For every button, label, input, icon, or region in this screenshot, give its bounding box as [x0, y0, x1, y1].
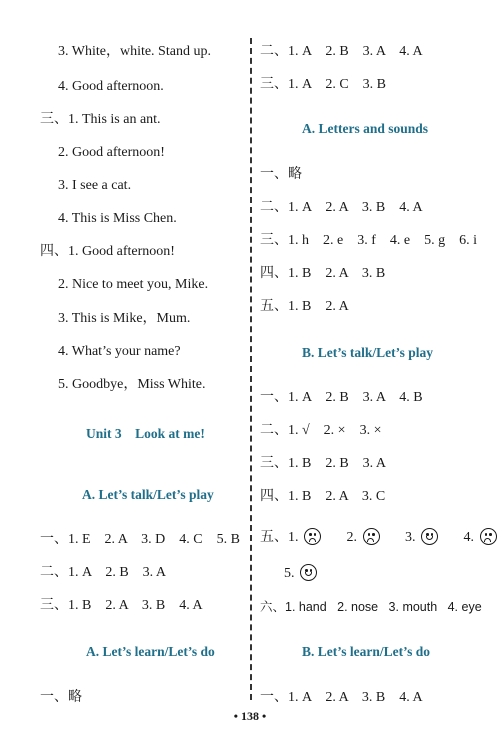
- answer-line: 一、1. A 2. A 3. B 4. A: [260, 690, 423, 705]
- answer-line: 三、1. A 2. C 3. B: [260, 77, 387, 92]
- answer-line: 二、1. √ 2. × 3. ×: [260, 423, 382, 438]
- answer-line: 四、1. B 2. A 3. C: [260, 489, 386, 504]
- section-heading: A. Let’s talk/Let’s play: [82, 487, 214, 502]
- answer-line: 三、1. This is an ant.: [40, 112, 161, 127]
- answer-line: 3. I see a cat.: [58, 178, 132, 193]
- page-number: • 138 •: [233, 709, 267, 723]
- answer-line: 4. Good afternoon.: [58, 79, 164, 94]
- answer-number: 5.: [284, 566, 295, 581]
- answer-number: 4.: [463, 530, 474, 545]
- answer-line: 四、1. B 2. A 3. B: [260, 266, 386, 281]
- answer-line: 二、1. A 2. A 3. B 4. A: [260, 200, 423, 215]
- sad-face-icon: [363, 528, 380, 545]
- column-divider: [250, 38, 252, 700]
- answer-line: 5. Goodbye，Miss White.: [58, 377, 206, 392]
- answer-line: 4. This is Miss Chen.: [58, 211, 177, 226]
- answer-line: 三、1. B 2. B 3. A: [260, 456, 387, 471]
- answer-number: 五、1.: [260, 530, 299, 545]
- unit-heading: Unit 3 Look at me!: [86, 426, 205, 441]
- answer-line: 六、1. hand 2. nose 3. mouth 4. eye: [260, 600, 482, 614]
- answer-number: 2.: [346, 530, 357, 545]
- answer-line: 四、1. Good afternoon!: [40, 244, 175, 259]
- answer-line: 五、1. B 2. A: [260, 299, 349, 314]
- answer-line: 3. White，white. Stand up.: [58, 44, 211, 59]
- section-heading: B. Let’s talk/Let’s play: [302, 345, 433, 360]
- answer-line: 一、1. E 2. A 3. D 4. C 5. B: [40, 532, 240, 547]
- answer-line: 二、1. A 2. B 3. A 4. A: [260, 44, 423, 59]
- answer-line: 2. Good afternoon!: [58, 145, 165, 160]
- happy-face-icon: [300, 564, 317, 581]
- happy-face-icon: [421, 528, 438, 545]
- answer-line: 2. Nice to meet you, Mike.: [58, 277, 209, 292]
- answer-line: 一、略: [260, 167, 302, 182]
- section-heading: A. Let’s learn/Let’s do: [86, 644, 215, 659]
- answer-line: 二、1. A 2. B 3. A: [40, 565, 167, 580]
- answer-line: 4. What’s your name?: [58, 344, 181, 359]
- answer-line: 三、1. B 2. A 3. B 4. A: [40, 598, 203, 613]
- sad-face-icon: [480, 528, 497, 545]
- left-column: [0, 0, 250, 705]
- answer-line: 三、1. h 2. e 3. f 4. e 5. g 6. i: [260, 233, 477, 248]
- right-column: [254, 0, 500, 705]
- section-heading: B. Let’s learn/Let’s do: [302, 644, 430, 659]
- answer-line: 一、略: [40, 690, 82, 705]
- answer-line: 一、1. A 2. B 3. A 4. B: [260, 390, 423, 405]
- sad-face-icon: [304, 528, 321, 545]
- emoji-answer-line: [284, 564, 317, 582]
- answer-line: 3. This is Mike，Mum.: [58, 311, 191, 326]
- answer-number: 3.: [405, 530, 416, 545]
- emoji-answer-line: [260, 528, 497, 546]
- section-heading: A. Letters and sounds: [302, 121, 429, 136]
